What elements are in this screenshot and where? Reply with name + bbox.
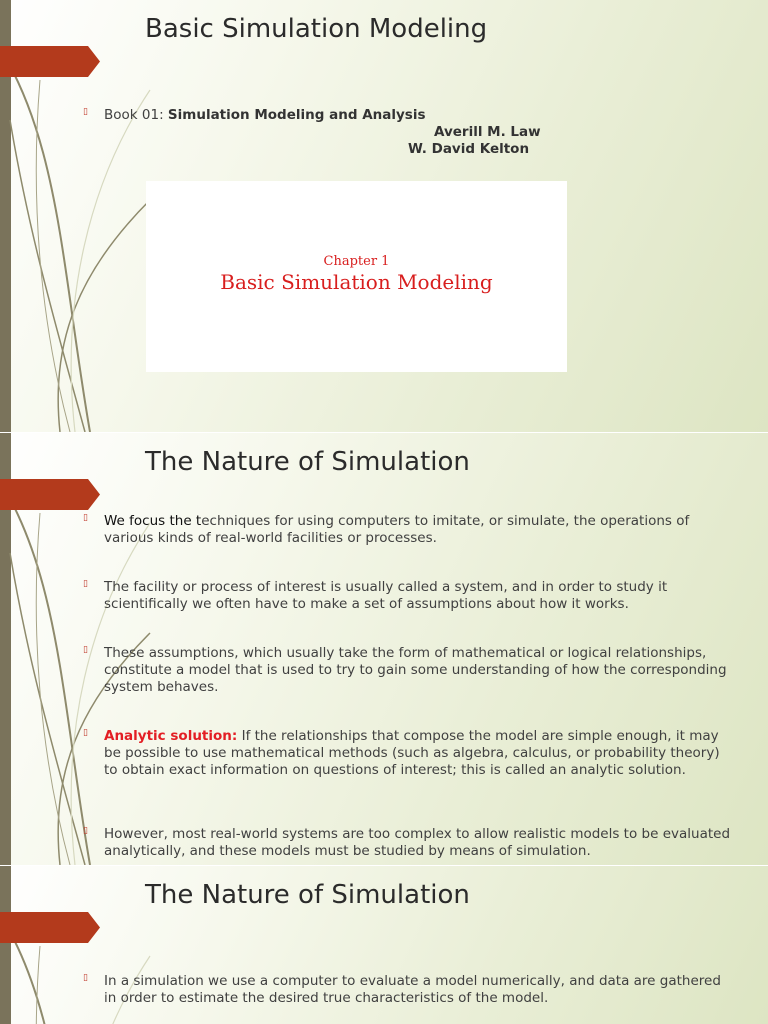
slide-3: [0, 866, 768, 1024]
slide-1: [0, 0, 768, 432]
chapter-title-image: [146, 181, 567, 372]
bullet-5: ▯ However, most real-world systems are too complex to allow realistic models to be evaluated analytically, and these models must be studied by means of simulation.: [104, 826, 732, 860]
chapter-title: Basic Simulation Modeling: [220, 270, 493, 294]
bullet-4: [104, 728, 732, 779]
bullet-1: [104, 513, 732, 547]
book-title: Simulation Modeling and Analysis: [167, 107, 426, 123]
slide-title: The Nature of Simulation: [145, 880, 470, 910]
book-bullet: [104, 107, 732, 124]
bullet-3: ▯ These assumptions, which usually take the form of mathematical or logical relationships, constitute a model that is used to try to gain some understanding of how the corresponding system behaves.: [104, 645, 732, 696]
bullet-4-lead: Analytic solution:: [104, 728, 238, 744]
title-arrow-tab: [0, 912, 100, 943]
title-arrow-tab: [0, 46, 100, 77]
slide-title: The Nature of Simulation: [145, 447, 470, 477]
author-2: W. David Kelton: [408, 141, 530, 157]
author-1: Averill M. Law: [434, 124, 541, 140]
bullet-1-text: echniques for using computers to imitate, or simulate, the operations of various kinds of real-world facilities or processes.: [104, 513, 690, 546]
book-prefix: Book 01:: [104, 107, 168, 123]
bullet-1: ▯ In a simulation we use a computer to evaluate a model numerically, and data are gathered in order to estimate the desired true characteristics of the model.: [104, 973, 732, 1007]
chapter-label: Chapter 1: [323, 254, 390, 269]
slide-title: Basic Simulation Modeling: [145, 14, 488, 44]
bullet-1-lead: We focus the t: [104, 513, 202, 529]
title-arrow-tab: [0, 479, 100, 510]
bullet-4-text: If the relationships that compose the model are simple enough, it may be possible to use mathematical methods (such as algebra, calculus, or probability theory) to obtain exact information on questions of interest; this is called an analytic solution.: [104, 728, 720, 778]
slide-2: [0, 433, 768, 865]
bullet-2: ▯ The facility or process of interest is usually called a system, and in order to study it scientifically we often have to make a set of assumptions about how it works.: [104, 579, 732, 613]
